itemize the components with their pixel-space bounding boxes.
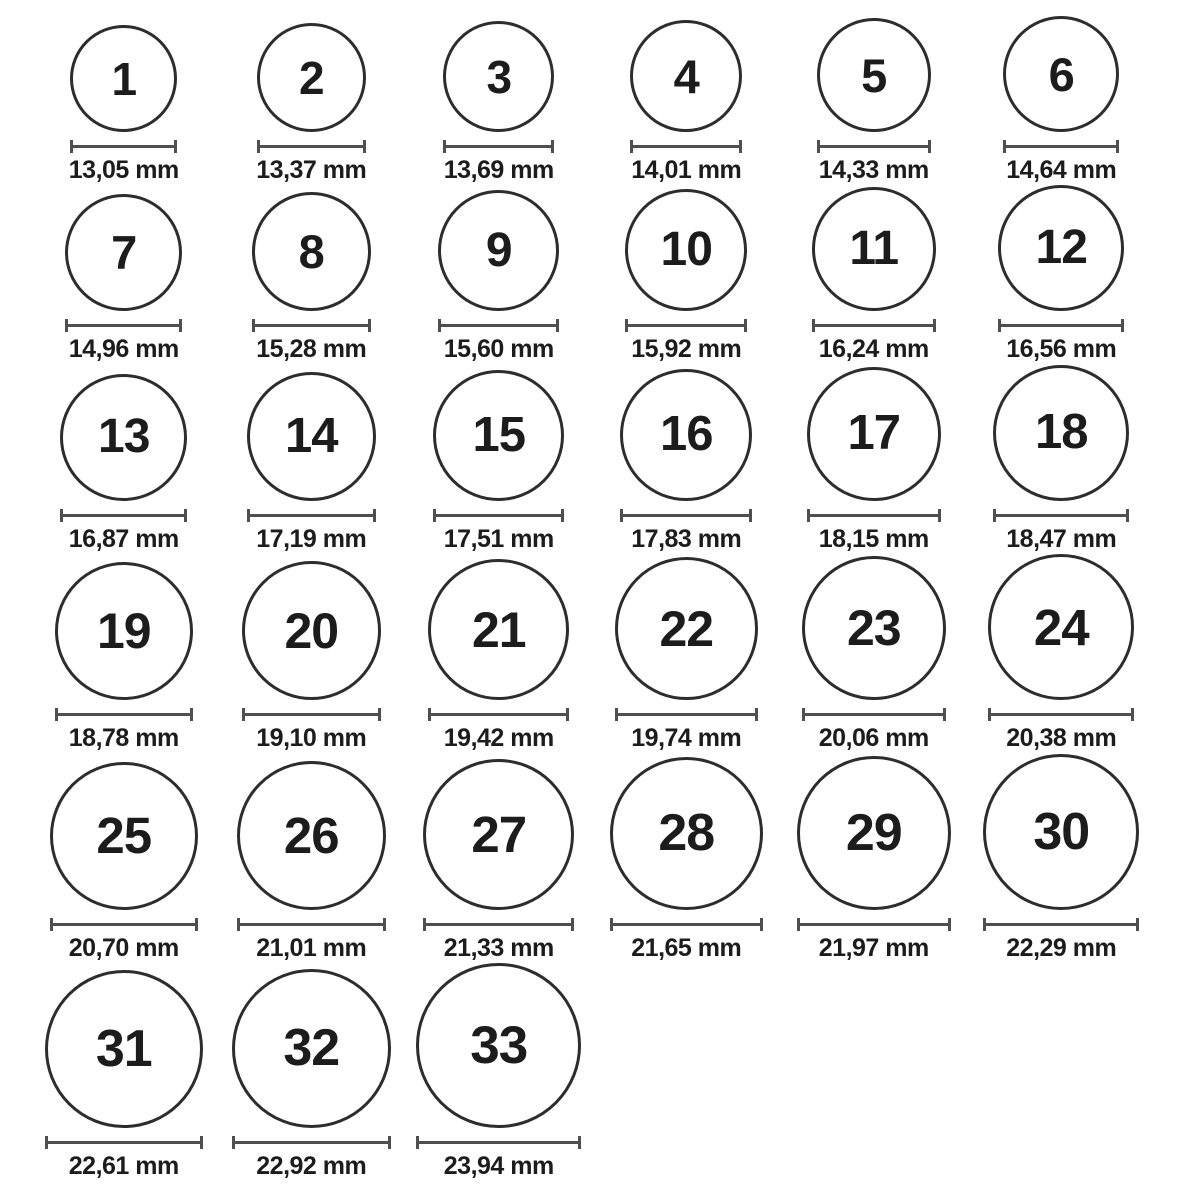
ring-size-cell xyxy=(968,365,1156,553)
diameter-measure-bar xyxy=(993,509,1129,522)
diameter-label: 23,94 mm xyxy=(443,1151,554,1180)
ring-size-circle xyxy=(416,963,581,1128)
ring-size-cell xyxy=(780,556,968,752)
ring-size-cell xyxy=(218,969,406,1180)
diameter-measure-bar xyxy=(252,319,371,332)
diameter-label: 19,74 mm xyxy=(631,724,742,753)
ring-size-cell xyxy=(30,194,218,363)
ring-size-cell xyxy=(218,761,406,962)
ring-size-number: 18 xyxy=(1034,405,1088,460)
diameter-label: 17,83 mm xyxy=(631,524,742,553)
ring-size-number: 7 xyxy=(111,226,137,280)
chart-row xyxy=(30,16,1170,184)
diameter-label: 14,96 mm xyxy=(68,335,179,364)
ring-size-circle xyxy=(443,21,554,132)
diameter-measure-bar xyxy=(807,509,941,522)
ring-size-circle xyxy=(797,756,951,910)
diameter-label: 18,78 mm xyxy=(68,724,179,753)
ring-size-number: 5 xyxy=(861,48,887,102)
diameter-measure-bar xyxy=(433,509,564,522)
diameter-label: 13,37 mm xyxy=(256,156,367,184)
diameter-measure-bar xyxy=(247,509,376,522)
ring-size-cell xyxy=(30,762,218,962)
diameter-measure-bar xyxy=(983,918,1139,931)
ring-size-cell xyxy=(30,374,218,553)
ring-size-cell xyxy=(593,20,781,184)
diameter-measure-bar xyxy=(242,708,381,721)
ring-size-cell xyxy=(405,370,593,553)
ring-size-number: 9 xyxy=(485,223,512,277)
ring-size-cell xyxy=(593,189,781,363)
chart-row xyxy=(30,185,1170,363)
ring-size-number: 14 xyxy=(284,408,338,463)
ring-size-number: 17 xyxy=(847,406,900,461)
diameter-label: 14,64 mm xyxy=(1006,156,1117,184)
ring-size-circle xyxy=(257,23,366,132)
ring-size-cell xyxy=(218,23,406,184)
ring-size-number: 8 xyxy=(298,225,324,279)
ring-size-circle xyxy=(252,192,371,311)
diameter-measure-bar xyxy=(812,319,936,332)
diameter-label: 18,47 mm xyxy=(1006,524,1117,553)
ring-size-number: 4 xyxy=(673,49,699,103)
ring-size-circle xyxy=(45,970,203,1128)
ring-size-cell xyxy=(405,963,593,1180)
diameter-measure-bar xyxy=(438,319,559,332)
ring-size-number: 1 xyxy=(111,52,137,105)
ring-size-number: 15 xyxy=(472,407,525,462)
diameter-label: 16,87 mm xyxy=(68,524,179,553)
ring-size-cell xyxy=(405,759,593,962)
ring-size-circle xyxy=(998,185,1124,311)
ring-size-cell xyxy=(780,187,968,363)
ring-size-number: 25 xyxy=(96,807,152,865)
ring-size-number: 19 xyxy=(96,603,151,660)
diameter-measure-bar xyxy=(65,319,182,332)
diameter-label: 21,33 mm xyxy=(443,933,554,962)
ring-size-circle xyxy=(630,20,742,132)
diameter-measure-bar xyxy=(797,918,951,931)
ring-size-circle xyxy=(232,969,391,1128)
ring-size-cell xyxy=(780,367,968,553)
ring-size-circle xyxy=(615,557,758,700)
ring-size-cell xyxy=(593,369,781,553)
ring-size-number: 2 xyxy=(298,51,324,104)
ring-size-cell xyxy=(593,557,781,752)
diameter-measure-bar xyxy=(620,509,752,522)
ring-size-circle xyxy=(247,372,376,501)
ring-size-cell xyxy=(30,970,218,1180)
ring-size-number: 27 xyxy=(471,805,527,863)
ring-size-number: 23 xyxy=(846,600,901,657)
ring-size-number: 12 xyxy=(1035,221,1087,275)
diameter-label: 20,38 mm xyxy=(1006,724,1117,753)
diameter-label: 22,29 mm xyxy=(1006,933,1117,962)
diameter-label: 13,05 mm xyxy=(68,156,179,184)
ring-size-cell xyxy=(405,190,593,363)
diameter-label: 13,69 mm xyxy=(443,156,554,184)
diameter-measure-bar xyxy=(610,918,763,931)
diameter-measure-bar xyxy=(615,708,758,721)
ring-size-number: 26 xyxy=(283,806,339,864)
ring-size-circle xyxy=(983,754,1139,910)
diameter-label: 22,61 mm xyxy=(68,1151,179,1180)
ring-size-circle xyxy=(65,194,182,311)
ring-size-circle xyxy=(610,757,763,910)
ring-size-cell xyxy=(780,18,968,184)
diameter-measure-bar xyxy=(423,918,574,931)
diameter-measure-bar xyxy=(70,140,177,153)
diameter-measure-bar xyxy=(817,140,931,153)
diameter-label: 22,92 mm xyxy=(256,1151,367,1180)
ring-size-circle xyxy=(70,25,177,132)
diameter-label: 19,10 mm xyxy=(256,724,367,753)
ring-size-cell xyxy=(968,754,1156,962)
ring-size-circle xyxy=(428,559,569,700)
ring-size-circle xyxy=(625,189,747,311)
ring-size-circle xyxy=(1003,16,1119,132)
ring-size-circle xyxy=(620,369,752,501)
diameter-label: 16,56 mm xyxy=(1006,335,1117,364)
ring-size-number: 13 xyxy=(98,410,150,464)
ring-size-number: 24 xyxy=(1033,598,1089,656)
diameter-measure-bar xyxy=(988,708,1134,721)
chart-row xyxy=(30,365,1170,553)
ring-size-circle xyxy=(55,562,193,700)
ring-size-circle xyxy=(433,370,564,501)
diameter-measure-bar xyxy=(232,1136,391,1149)
diameter-measure-bar xyxy=(237,918,386,931)
ring-size-number: 20 xyxy=(284,602,339,659)
ring-size-number: 31 xyxy=(95,1019,152,1078)
ring-size-circle xyxy=(438,190,559,311)
ring-size-cell xyxy=(30,562,218,752)
diameter-measure-bar xyxy=(60,509,187,522)
ring-size-circle xyxy=(802,556,946,700)
diameter-measure-bar xyxy=(443,140,554,153)
diameter-measure-bar xyxy=(416,1136,581,1149)
ring-size-number: 29 xyxy=(845,803,902,862)
chart-row xyxy=(30,754,1170,962)
diameter-label: 21,01 mm xyxy=(256,933,367,962)
ring-size-number: 30 xyxy=(1033,802,1090,861)
diameter-label: 21,65 mm xyxy=(631,933,742,962)
ring-size-cell xyxy=(218,192,406,363)
ring-size-number: 3 xyxy=(486,50,512,103)
diameter-label: 16,24 mm xyxy=(818,335,929,364)
diameter-measure-bar xyxy=(428,708,569,721)
diameter-label: 18,15 mm xyxy=(818,524,929,553)
diameter-measure-bar xyxy=(630,140,742,153)
chart-row xyxy=(30,963,1170,1180)
ring-size-circle xyxy=(817,18,931,132)
ring-size-number: 10 xyxy=(660,223,712,277)
ring-size-circle xyxy=(60,374,187,501)
diameter-label: 14,33 mm xyxy=(818,156,929,184)
ring-size-cell xyxy=(593,757,781,962)
ring-size-cell xyxy=(218,561,406,752)
diameter-label: 17,51 mm xyxy=(443,524,554,553)
ring-size-cell xyxy=(968,185,1156,363)
chart-row xyxy=(30,554,1170,752)
ring-size-number: 6 xyxy=(1048,47,1074,101)
diameter-measure-bar xyxy=(45,1136,203,1149)
diameter-label: 15,60 mm xyxy=(443,335,554,364)
ring-size-number: 16 xyxy=(659,407,713,462)
ring-size-cell xyxy=(968,554,1156,752)
diameter-measure-bar xyxy=(55,708,193,721)
ring-size-cell xyxy=(30,25,218,184)
ring-size-number: 33 xyxy=(470,1015,528,1075)
diameter-label: 20,06 mm xyxy=(818,724,929,753)
ring-size-number: 32 xyxy=(283,1019,340,1078)
diameter-measure-bar xyxy=(625,319,747,332)
ring-size-number: 11 xyxy=(849,222,899,276)
diameter-label: 17,19 mm xyxy=(256,524,367,553)
ring-size-cell xyxy=(780,756,968,962)
ring-size-cell xyxy=(218,372,406,553)
diameter-measure-bar xyxy=(998,319,1124,332)
diameter-measure-bar xyxy=(1003,140,1119,153)
diameter-measure-bar xyxy=(257,140,366,153)
diameter-label: 21,97 mm xyxy=(818,933,929,962)
ring-size-number: 21 xyxy=(471,601,526,658)
ring-size-cell xyxy=(405,21,593,184)
ring-size-circle xyxy=(50,762,198,910)
ring-size-circle xyxy=(993,365,1129,501)
diameter-label: 19,42 mm xyxy=(443,724,554,753)
diameter-measure-bar xyxy=(802,708,946,721)
ring-size-circle xyxy=(812,187,936,311)
diameter-label: 15,28 mm xyxy=(256,335,367,364)
diameter-label: 15,92 mm xyxy=(631,335,742,364)
diameter-label: 20,70 mm xyxy=(68,933,179,962)
ring-size-cell xyxy=(968,16,1156,184)
ring-size-cell xyxy=(405,559,593,752)
ring-size-circle xyxy=(237,761,386,910)
ring-size-circle xyxy=(988,554,1134,700)
diameter-label: 14,01 mm xyxy=(631,156,742,184)
ring-size-circle xyxy=(242,561,381,700)
ring-size-number: 28 xyxy=(658,804,715,863)
ring-size-circle xyxy=(807,367,941,501)
ring-size-number: 22 xyxy=(659,600,714,657)
diameter-measure-bar xyxy=(50,918,198,931)
ring-size-circle xyxy=(423,759,574,910)
